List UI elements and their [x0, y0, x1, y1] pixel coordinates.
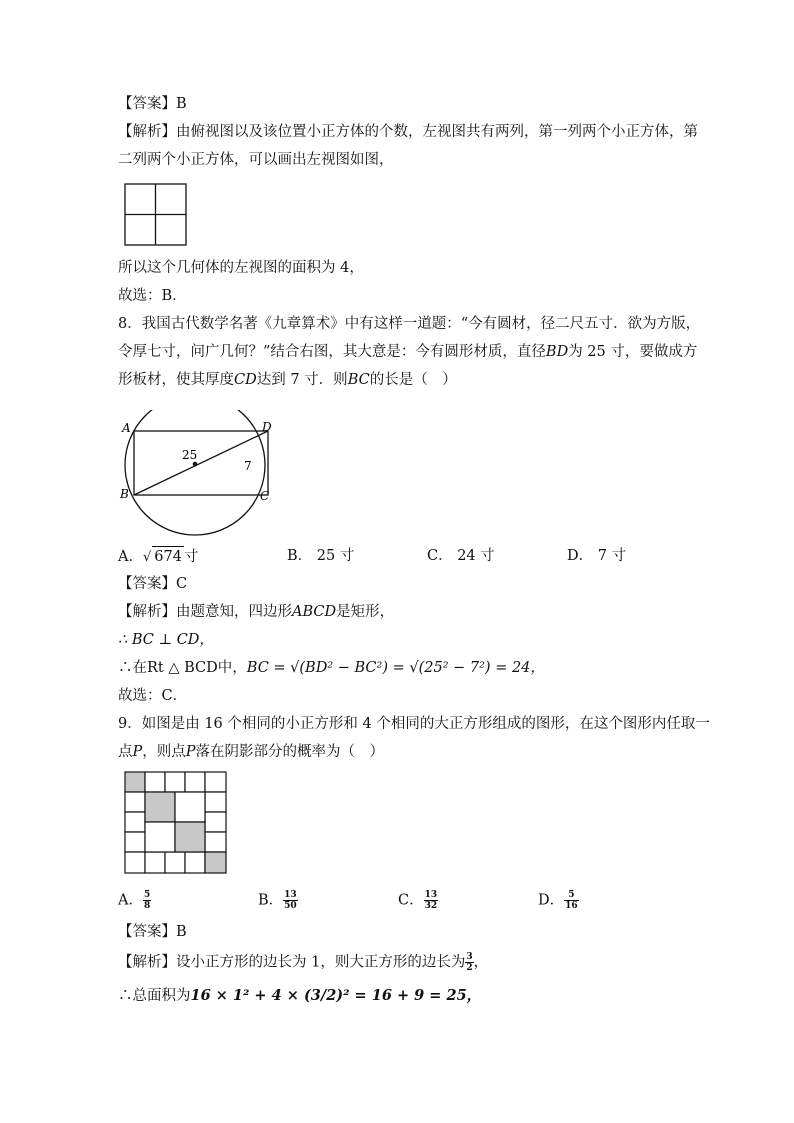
q8-option-a: A．√ 674 寸	[118, 546, 198, 568]
q9-option-d	[538, 890, 579, 911]
q8-option-c: C． 24 寸	[427, 548, 495, 564]
q7-analysis-line1: 【解析】由俯视图以及该位置小正方体的个数，左视图共有两列，第一列两个小正方体，第	[118, 124, 698, 140]
q9-var-p: P	[132, 744, 143, 760]
q8-stem-text: 为 25 寸，要做成方	[568, 344, 698, 360]
q9-option-c	[398, 890, 438, 911]
q8-stem-text: 令厚七寸，问广几何？”结合右图，其大意是：今有圆形材质，直径	[118, 344, 546, 360]
q8-stem-text: 形板材，使其厚度	[118, 372, 234, 388]
q8-label-d: D	[262, 420, 272, 434]
q9-stem-text: 点	[118, 744, 133, 760]
q8-option-a-radicand: 674	[152, 546, 184, 567]
q9-grid-figure	[124, 771, 228, 874]
q8-option-b: B． 25 寸	[287, 548, 355, 564]
q8-label-a: A	[122, 421, 131, 435]
q8-var-abcd: ABCD	[292, 604, 337, 620]
q8-var-bc: BC	[347, 372, 370, 388]
q9-stem-text: 落在阴影部分的概率为（ ）	[195, 744, 385, 760]
q9-option-d-num: 5	[564, 890, 579, 901]
q8-label-7: 7	[244, 459, 252, 473]
q7-left-view-figure	[124, 183, 188, 247]
q9-analysis-formula: 16 × 1² + 4 × (3/2)² = 16 + 9 = 25，	[190, 987, 482, 1004]
q8-stem-line1: 8．我国古代数学名著《九章算术》中有这样一道题：“今有圆材，径二尺五寸．欲为方版，	[118, 316, 701, 332]
q9-option-b-num: 13	[284, 890, 297, 900]
q8-stem-line3	[118, 370, 457, 390]
q9-answer: 【答案】B	[118, 924, 187, 940]
q8-analysis-line2: ∴ BC ⊥ CD，	[118, 632, 214, 648]
q9-analysis-den: 2	[466, 963, 473, 973]
q8-stem-line2	[118, 342, 697, 362]
q9-analysis-line2	[118, 986, 481, 1006]
q8-answer: 【答案】C	[118, 576, 188, 592]
q8-circle-rectangle-figure	[114, 410, 284, 552]
q9-analysis-text: 【解析】设小正方形的边长为 1，则大正方形的边长为	[118, 954, 466, 971]
q8-option-d: D． 7 寸	[567, 548, 627, 564]
q7-choose: 故选：B．	[118, 288, 187, 304]
q8-option-a-unit: 寸	[183, 549, 199, 565]
q8-analysis-text: ∴在Rt △ BCD中，	[118, 660, 247, 676]
q9-stem-line1: 9．如图是由 16 个相同的小正方形和 4 个相同的大正方形组成的图形，在这个图形内任取一	[118, 716, 710, 732]
q9-option-d-prefix: D．	[538, 892, 565, 909]
q8-analysis-line1	[118, 602, 394, 622]
q9-analysis-text: ，	[473, 954, 489, 971]
q7-answer: 【答案】B	[118, 96, 187, 112]
q8-analysis-formula: BC = √(BD² − BC²) = √(25² − 7²) = 24，	[246, 660, 545, 676]
q9-option-c-num: 13	[424, 890, 438, 900]
q7-analysis-line3: 所以这个几何体的左视图的面积为 4，	[118, 260, 364, 276]
q9-option-a	[118, 890, 151, 911]
q8-stem-text: 的长是（ ）	[369, 372, 457, 388]
q8-option-a-prefix: A．	[118, 549, 143, 565]
q8-choose: 故选：C．	[118, 688, 188, 704]
q8-analysis-text: 【解析】由题意知，四边形	[118, 604, 292, 620]
q9-analysis-text: ∴总面积为	[118, 988, 191, 1004]
q9-var-p: P	[185, 744, 196, 760]
q9-option-b-prefix: B．	[258, 892, 284, 909]
q8-label-c: C	[260, 489, 270, 503]
q8-analysis-text: 是矩形，	[336, 604, 395, 620]
q9-option-b-den: 50	[284, 901, 297, 911]
q9-stem-text: ，则点	[142, 744, 186, 760]
q9-option-c-prefix: C．	[398, 892, 424, 909]
q9-option-b	[258, 890, 298, 911]
q8-label-25: 25	[182, 448, 198, 462]
q9-analysis-num: 3	[466, 952, 473, 962]
q8-stem-text: 达到 7 寸．则	[256, 372, 348, 388]
q9-option-d-den: 16	[565, 901, 578, 911]
q9-option-a-num: 5	[143, 890, 151, 900]
q8-label-b: B	[120, 487, 129, 501]
q9-option-c-den: 32	[424, 901, 438, 911]
q9-analysis-line1	[118, 952, 488, 973]
q8-var-cd: CD	[234, 372, 257, 388]
q9-option-a-prefix: A．	[118, 892, 143, 909]
q8-var-bd: BD	[545, 344, 569, 360]
q9-option-a-den: 8	[143, 901, 151, 911]
q7-analysis-line2: 二列两个小正方体，可以画出左视图如图，	[118, 152, 394, 168]
q9-stem-line2	[118, 742, 384, 762]
q8-analysis-line3	[118, 658, 545, 678]
